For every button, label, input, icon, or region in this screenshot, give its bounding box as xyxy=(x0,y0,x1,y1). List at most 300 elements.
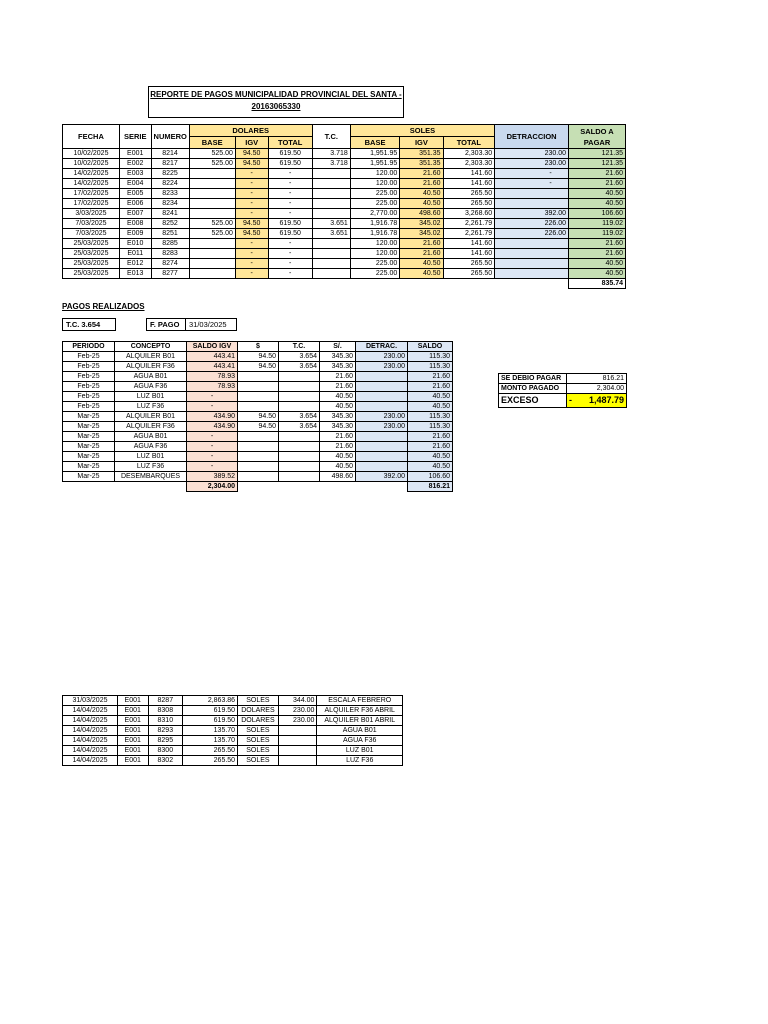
cell-concepto: AGUA B01 xyxy=(115,432,187,442)
cell-soles-total: 265.50 xyxy=(443,199,495,209)
cell-dolares-base xyxy=(189,179,235,189)
cell-soles-igv: 351.35 xyxy=(400,149,443,159)
cell-fecha: 17/02/2025 xyxy=(63,199,120,209)
cell-detraccion: 230.00 xyxy=(495,159,569,169)
header-saldo-a-pagar: SALDO A PAGAR xyxy=(569,125,626,149)
se-debio-label: SE DEBIO PAGAR xyxy=(499,374,567,384)
cell-usd: 94.50 xyxy=(238,362,279,372)
header-dolares-igv: IGV xyxy=(235,137,268,149)
cell-dolares-total: - xyxy=(268,249,312,259)
cell-saldo: 121.35 xyxy=(569,149,626,159)
cell-saldo: 40.50 xyxy=(569,199,626,209)
cell-periodo: Feb-25 xyxy=(63,382,115,392)
cell-monto: 619.50 xyxy=(183,716,238,726)
cell-periodo: Feb-25 xyxy=(63,402,115,412)
cell-numero: 8217 xyxy=(151,159,189,169)
cell-soles: 345.30 xyxy=(320,352,356,362)
exceso-cell xyxy=(567,394,627,408)
cell-soles-igv: 40.50 xyxy=(400,269,443,279)
cell-periodo: Mar-25 xyxy=(63,452,115,462)
cell-periodo: Feb-25 xyxy=(63,392,115,402)
cell-saldo-igv: - xyxy=(187,432,238,442)
cell-soles-igv: 345.02 xyxy=(400,219,443,229)
cell-detrac: 392.00 xyxy=(356,472,408,482)
cell-detraccion: 226.00 xyxy=(495,219,569,229)
cell-soles: 21.60 xyxy=(320,382,356,392)
cell-soles-igv: 21.60 xyxy=(400,179,443,189)
cell-saldo: 40.50 xyxy=(408,402,453,412)
cell-detraccion: 392.00 xyxy=(495,209,569,219)
cell-dolares-igv: - xyxy=(235,209,268,219)
report-title-line1: REPORTE DE PAGOS MUNICIPALIDAD PROVINCIAL DEL SANTA - xyxy=(150,90,402,99)
cell-tc xyxy=(279,402,320,412)
cell-saldo: 40.50 xyxy=(569,189,626,199)
cell-detraccion xyxy=(495,189,569,199)
cell-usd xyxy=(238,452,279,462)
cell-descripcion: ALQUILER F36 ABRIL xyxy=(317,706,403,716)
cell-fecha: 14/04/2025 xyxy=(63,716,118,726)
table-row xyxy=(63,199,626,209)
cell-serie: E001 xyxy=(119,149,151,159)
pagos-header-usd: $ xyxy=(238,342,279,352)
cell-descripcion: ESCALA FEBRERO xyxy=(317,696,403,706)
cell-dolares-base xyxy=(189,169,235,179)
cell-dolares-total: 619.50 xyxy=(268,219,312,229)
table-row xyxy=(63,372,453,382)
cell-fecha: 14/04/2025 xyxy=(63,726,118,736)
cell-saldo: 40.50 xyxy=(569,259,626,269)
cell-numero: 8308 xyxy=(148,706,183,716)
cell-serie: E001 xyxy=(117,746,148,756)
cell-fecha: 14/04/2025 xyxy=(63,746,118,756)
cell-soles: 40.50 xyxy=(320,452,356,462)
table-row xyxy=(63,736,403,746)
cell-soles-base: 120.00 xyxy=(350,169,400,179)
header-dolares: DOLARES xyxy=(189,125,312,137)
cell-detrac: 230.00 xyxy=(356,362,408,372)
cell-dolares-total: - xyxy=(268,189,312,199)
cell-detraccion: 230.00 xyxy=(495,149,569,159)
cell-detrac xyxy=(356,452,408,462)
cell-concepto: ALQUILER F36 xyxy=(115,422,187,432)
cell-tc xyxy=(279,462,320,472)
cell-dolares-base xyxy=(189,259,235,269)
cell-fecha: 17/02/2025 xyxy=(63,189,120,199)
cell-dolares-base: 525.00 xyxy=(189,219,235,229)
cell-soles-base: 225.00 xyxy=(350,199,400,209)
cell-serie: E001 xyxy=(117,736,148,746)
cell-soles-total: 2,261.79 xyxy=(443,229,495,239)
cell-tc xyxy=(279,382,320,392)
cell-tc: 3.718 xyxy=(312,149,350,159)
cell-numero: 8285 xyxy=(151,239,189,249)
cell-saldo-igv: 434.90 xyxy=(187,412,238,422)
cell-concepto: LUZ B01 xyxy=(115,452,187,462)
cell-tc xyxy=(312,169,350,179)
total-row xyxy=(63,279,626,289)
cell-tc xyxy=(312,269,350,279)
cell-tc xyxy=(279,442,320,452)
cell-soles-base: 225.00 xyxy=(350,269,400,279)
cell-numero: 8241 xyxy=(151,209,189,219)
monto-pagado-value: 2,304.00 xyxy=(567,384,627,394)
cell-detrac: 230.00 xyxy=(356,422,408,432)
cell-detrac xyxy=(356,372,408,382)
cell-soles-base: 120.00 xyxy=(350,249,400,259)
cell-detrac xyxy=(356,402,408,412)
header-dolares-total: TOTAL xyxy=(268,137,312,149)
cell-dolares-total: - xyxy=(268,179,312,189)
cell-dolares-igv: - xyxy=(235,239,268,249)
cell-soles-base: 225.00 xyxy=(350,189,400,199)
table-row xyxy=(63,726,403,736)
cell-detrac: 230.00 xyxy=(356,352,408,362)
cell-descripcion: LUZ B01 xyxy=(317,746,403,756)
pagos-header-concepto: CONCEPTO xyxy=(115,342,187,352)
cell-soles: 40.50 xyxy=(320,462,356,472)
cell-periodo: Mar-25 xyxy=(63,472,115,482)
cell-numero: 8283 xyxy=(151,249,189,259)
cell-soles-base: 225.00 xyxy=(350,259,400,269)
cell-detrac: 230.00 xyxy=(356,412,408,422)
cell-usd xyxy=(238,392,279,402)
cell-dolares-igv: - xyxy=(235,169,268,179)
cell-moneda: DOLARES xyxy=(238,706,279,716)
se-debio-value: 816.21 xyxy=(567,374,627,384)
cell-moneda: SOLES xyxy=(238,696,279,706)
cell-saldo: 40.50 xyxy=(408,462,453,472)
cell-monto: 265.50 xyxy=(183,746,238,756)
cell-numero: 8225 xyxy=(151,169,189,179)
cell-saldo: 40.50 xyxy=(408,392,453,402)
cell-soles: 345.30 xyxy=(320,422,356,432)
pagos-header-detrac: DETRAC. xyxy=(356,342,408,352)
table-row xyxy=(63,259,626,269)
cell-detraccion xyxy=(495,249,569,259)
cell-serie: E006 xyxy=(119,199,151,209)
cell-detrac xyxy=(356,442,408,452)
cell-soles-base: 1,916.78 xyxy=(350,219,400,229)
cell-fecha: 25/03/2025 xyxy=(63,269,120,279)
total-saldo: 835.74 xyxy=(569,279,626,289)
cell-usd xyxy=(238,372,279,382)
cell-periodo: Feb-25 xyxy=(63,362,115,372)
cell-numero: 8252 xyxy=(151,219,189,229)
cell-numero: 8224 xyxy=(151,179,189,189)
cell-fecha: 25/03/2025 xyxy=(63,259,120,269)
pagos-realizados-heading: PAGOS REALIZADOS xyxy=(62,302,145,311)
cell-soles-igv: 40.50 xyxy=(400,199,443,209)
payments-table xyxy=(62,341,453,492)
cell-usd: 94.50 xyxy=(238,422,279,432)
cell-usd xyxy=(238,472,279,482)
cell-serie: E010 xyxy=(119,239,151,249)
cell-numero: 8214 xyxy=(151,149,189,159)
cell-saldo: 106.60 xyxy=(408,472,453,482)
cell-fecha: 10/02/2025 xyxy=(63,149,120,159)
cell-detraccion: - xyxy=(495,179,569,189)
table-row xyxy=(63,706,403,716)
pagos-header-saldo: SALDO xyxy=(408,342,453,352)
cell-dolares-total: 619.50 xyxy=(268,229,312,239)
cell-saldo: 115.30 xyxy=(408,412,453,422)
table-row xyxy=(63,412,453,422)
cell-serie: E012 xyxy=(119,259,151,269)
cell-descripcion: AGUA B01 xyxy=(317,726,403,736)
cell-soles-total: 2,303.30 xyxy=(443,159,495,169)
cell-serie: E007 xyxy=(119,209,151,219)
cell-serie: E003 xyxy=(119,169,151,179)
cell-saldo-igv: - xyxy=(187,462,238,472)
header-numero: NUMERO xyxy=(151,125,189,149)
cell-soles-total: 141.60 xyxy=(443,239,495,249)
cell-soles: 345.30 xyxy=(320,362,356,372)
cell-fecha: 7/03/2025 xyxy=(63,219,120,229)
cell-detrac xyxy=(356,462,408,472)
table-row xyxy=(63,382,453,392)
monto-pagado-label: MONTO PAGADO xyxy=(499,384,567,394)
cell-saldo: 21.60 xyxy=(569,169,626,179)
table-row xyxy=(63,169,626,179)
pagos-header-tc: T.C. xyxy=(279,342,320,352)
cell-soles-igv: 21.60 xyxy=(400,249,443,259)
cell-soles-igv: 40.50 xyxy=(400,259,443,269)
report-title-line2: 20163065330 xyxy=(251,102,301,111)
cell-dolares-base: 525.00 xyxy=(189,159,235,169)
cell-numero: 8251 xyxy=(151,229,189,239)
cell-fecha: 14/04/2025 xyxy=(63,736,118,746)
cell-dolares-base xyxy=(189,209,235,219)
report-title xyxy=(148,86,404,118)
table-row xyxy=(63,189,626,199)
cell-moneda: SOLES xyxy=(238,736,279,746)
cell-tc: 3.654 xyxy=(279,352,320,362)
header-soles-base: BASE xyxy=(350,137,400,149)
table-row xyxy=(63,179,626,189)
header-soles-igv: IGV xyxy=(400,137,443,149)
cell-soles: 498.60 xyxy=(320,472,356,482)
cell-soles-total: 141.60 xyxy=(443,169,495,179)
cell-concepto: LUZ F36 xyxy=(115,402,187,412)
cell-dolares-igv: 94.50 xyxy=(235,229,268,239)
cell-soles-total: 265.50 xyxy=(443,259,495,269)
cell-saldo: 115.30 xyxy=(408,422,453,432)
cell-numero: 8293 xyxy=(148,726,183,736)
cell-detrac xyxy=(356,392,408,402)
cell-saldo-igv: - xyxy=(187,452,238,462)
cell-dolares-igv: 94.50 xyxy=(235,159,268,169)
cell-detraccion xyxy=(278,736,317,746)
cell-soles-total: 2,303.30 xyxy=(443,149,495,159)
cell-serie: E008 xyxy=(119,219,151,229)
cell-tc: 3.651 xyxy=(312,219,350,229)
cell-moneda: SOLES xyxy=(238,746,279,756)
cell-concepto: AGUA F36 xyxy=(115,382,187,392)
cell-descripcion: AGUA F36 xyxy=(317,736,403,746)
cell-detraccion xyxy=(495,259,569,269)
table-row xyxy=(63,392,453,402)
exceso-sign: - xyxy=(569,395,572,405)
cell-saldo: 21.60 xyxy=(408,382,453,392)
cell-serie: E002 xyxy=(119,159,151,169)
cell-concepto: AGUA B01 xyxy=(115,372,187,382)
cell-dolares-base xyxy=(189,249,235,259)
cell-numero: 8274 xyxy=(151,259,189,269)
cell-dolares-igv: - xyxy=(235,189,268,199)
cell-concepto: LUZ B01 xyxy=(115,392,187,402)
tc-box: T.C. 3.654 xyxy=(62,318,116,331)
cell-serie: E013 xyxy=(119,269,151,279)
cell-detraccion: 344.00 xyxy=(278,696,317,706)
cell-periodo: Feb-25 xyxy=(63,372,115,382)
cell-detraccion: - xyxy=(495,169,569,179)
cell-soles-total: 141.60 xyxy=(443,249,495,259)
cell-tc xyxy=(312,199,350,209)
cell-saldo: 40.50 xyxy=(408,452,453,462)
cell-detraccion: 230.00 xyxy=(278,716,317,726)
cell-saldo: 40.50 xyxy=(569,269,626,279)
cell-numero: 8287 xyxy=(148,696,183,706)
cell-periodo: Mar-25 xyxy=(63,432,115,442)
summary-table xyxy=(498,373,627,408)
cell-saldo: 121.35 xyxy=(569,159,626,169)
header-detraccion: DETRACCION xyxy=(495,125,569,149)
cell-fecha: 14/02/2025 xyxy=(63,179,120,189)
header-soles: SOLES xyxy=(350,125,494,137)
cell-dolares-total: - xyxy=(268,259,312,269)
cell-fecha: 14/04/2025 xyxy=(63,756,118,766)
exceso-label: EXCESO xyxy=(499,394,567,408)
cell-detrac xyxy=(356,432,408,442)
cell-detraccion xyxy=(278,756,317,766)
cell-soles: 345.30 xyxy=(320,412,356,422)
cell-soles-base: 1,951.95 xyxy=(350,159,400,169)
cell-dolares-base xyxy=(189,189,235,199)
cell-detraccion xyxy=(495,269,569,279)
cell-saldo: 115.30 xyxy=(408,352,453,362)
table-row xyxy=(63,239,626,249)
cell-concepto: ALQUILER B01 xyxy=(115,352,187,362)
cell-descripcion: LUZ F36 xyxy=(317,756,403,766)
cell-numero: 8295 xyxy=(148,736,183,746)
cell-dolares-total: - xyxy=(268,169,312,179)
cell-serie: E001 xyxy=(117,756,148,766)
cell-fecha: 3/03/2025 xyxy=(63,209,120,219)
cell-fecha: 10/02/2025 xyxy=(63,159,120,169)
cell-concepto: AGUA F36 xyxy=(115,442,187,452)
total-saldo-igv: 2,304.00 xyxy=(187,482,238,492)
cell-soles: 21.60 xyxy=(320,372,356,382)
table-row xyxy=(63,269,626,279)
header-soles-total: TOTAL xyxy=(443,137,495,149)
cell-dolares-total: - xyxy=(268,269,312,279)
total-row xyxy=(63,482,453,492)
exceso-value: 1,487.79 xyxy=(588,395,624,405)
table-row xyxy=(63,149,626,159)
cell-saldo: 119.02 xyxy=(569,229,626,239)
cell-fecha: 14/02/2025 xyxy=(63,169,120,179)
pagos-header-saldo-igv: SALDO IGV xyxy=(187,342,238,352)
header-fecha: FECHA xyxy=(63,125,120,149)
cell-dolares-base xyxy=(189,199,235,209)
table-row xyxy=(63,159,626,169)
cell-dolares-igv: - xyxy=(235,249,268,259)
table-row xyxy=(63,249,626,259)
cell-concepto: DESEMBARQUES xyxy=(115,472,187,482)
cell-dolares-total: 619.50 xyxy=(268,159,312,169)
cell-concepto: ALQUILER F36 xyxy=(115,362,187,372)
cell-soles-igv: 498.60 xyxy=(400,209,443,219)
header-tc: T.C. xyxy=(312,125,350,149)
table-row xyxy=(63,442,453,452)
cell-tc xyxy=(279,372,320,382)
pagos-header-periodo: PERIODO xyxy=(63,342,115,352)
cell-soles-total: 141.60 xyxy=(443,179,495,189)
cell-numero: 8277 xyxy=(151,269,189,279)
table-row xyxy=(63,716,403,726)
table-row xyxy=(63,756,403,766)
cell-saldo: 21.60 xyxy=(408,432,453,442)
total-saldo: 816.21 xyxy=(408,482,453,492)
cell-soles-base: 2,770.00 xyxy=(350,209,400,219)
cell-soles-total: 265.50 xyxy=(443,189,495,199)
table-row xyxy=(63,209,626,219)
cell-saldo: 106.60 xyxy=(569,209,626,219)
cell-serie: E011 xyxy=(119,249,151,259)
cell-numero: 8233 xyxy=(151,189,189,199)
cell-tc xyxy=(279,432,320,442)
cell-moneda: SOLES xyxy=(238,756,279,766)
pagos-header-soles: S/. xyxy=(320,342,356,352)
followup-invoices-table xyxy=(62,695,403,766)
cell-dolares-total: - xyxy=(268,209,312,219)
cell-saldo-igv: 389.52 xyxy=(187,472,238,482)
header-dolares-base: BASE xyxy=(189,137,235,149)
cell-saldo-igv: - xyxy=(187,442,238,452)
cell-detraccion: 230.00 xyxy=(278,706,317,716)
cell-tc: 3.654 xyxy=(279,422,320,432)
cell-usd xyxy=(238,382,279,392)
cell-tc: 3.718 xyxy=(312,159,350,169)
table-row xyxy=(63,229,626,239)
table-row xyxy=(63,362,453,372)
cell-soles-base: 120.00 xyxy=(350,179,400,189)
table-row xyxy=(63,696,403,706)
cell-usd: 94.50 xyxy=(238,352,279,362)
cell-dolares-igv: - xyxy=(235,269,268,279)
cell-tc xyxy=(279,452,320,462)
cell-tc xyxy=(279,472,320,482)
cell-tc xyxy=(312,209,350,219)
cell-descripcion: ALQUILER B01 ABRIL xyxy=(317,716,403,726)
cell-numero: 8302 xyxy=(148,756,183,766)
cell-detraccion xyxy=(495,199,569,209)
cell-saldo-igv: 443.41 xyxy=(187,352,238,362)
cell-usd xyxy=(238,462,279,472)
cell-periodo: Mar-25 xyxy=(63,442,115,452)
cell-usd xyxy=(238,432,279,442)
cell-saldo: 21.60 xyxy=(569,239,626,249)
cell-soles-base: 1,951.95 xyxy=(350,149,400,159)
cell-soles-igv: 345.02 xyxy=(400,229,443,239)
cell-fecha: 7/03/2025 xyxy=(63,229,120,239)
cell-serie: E004 xyxy=(119,179,151,189)
cell-saldo: 119.02 xyxy=(569,219,626,229)
cell-tc xyxy=(312,239,350,249)
cell-soles-total: 3,268.60 xyxy=(443,209,495,219)
table-row xyxy=(63,472,453,482)
table-row xyxy=(63,432,453,442)
